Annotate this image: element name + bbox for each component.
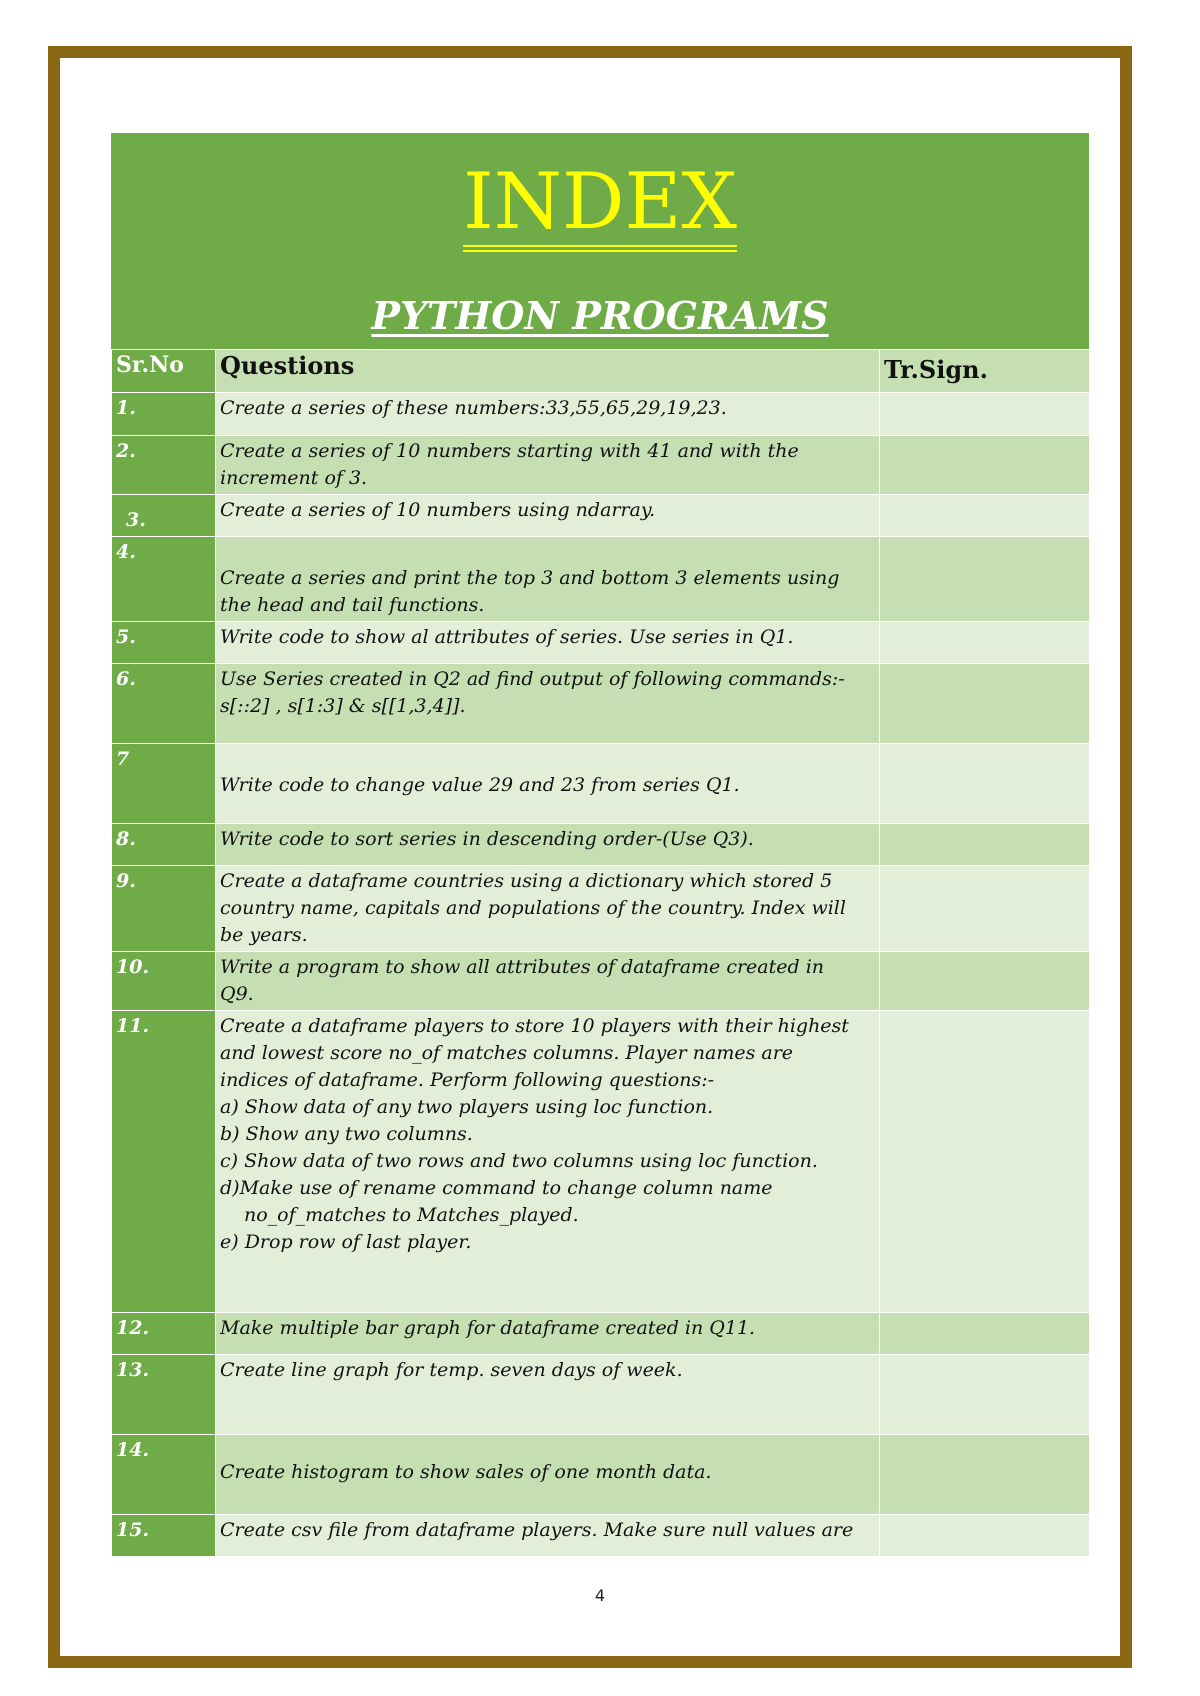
table-row <box>112 744 1090 824</box>
header-teacher-sign: Tr.Sign. <box>880 350 1090 393</box>
question-line: Q9. <box>220 983 254 1005</box>
row-teacher-sign[interactable] <box>880 1435 1090 1515</box>
row-sr-no: 8. <box>112 824 216 866</box>
row-teacher-sign[interactable] <box>880 1515 1090 1557</box>
table-row <box>112 664 1090 744</box>
row-sr-no: 11. <box>112 1011 216 1313</box>
question-line: Write code to show al attributes of series. Use series in Q1. <box>220 626 794 648</box>
question-line: d)Make use of rename command to change column name <box>220 1177 773 1199</box>
row-teacher-sign[interactable] <box>880 436 1090 495</box>
subtitle: PYTHON PROGRAMS <box>371 293 829 338</box>
page-number: 4 <box>594 1586 606 1605</box>
row-question <box>216 495 880 537</box>
row-teacher-sign[interactable] <box>880 537 1090 622</box>
question-line: Write code to change value 29 and 23 from series Q1. <box>220 774 740 796</box>
table-row <box>112 622 1090 664</box>
question-line: Create a series of 10 numbers starting with 41 and with the <box>220 440 799 462</box>
question-line: Create histogram to show sales of one month data. <box>220 1461 712 1483</box>
row-question <box>216 436 880 495</box>
row-teacher-sign[interactable] <box>880 1011 1090 1313</box>
row-question <box>216 1313 880 1355</box>
question-line: the head and tail functions. <box>220 594 485 616</box>
question-line: c) Show data of two rows and two columns using loc function. <box>220 1150 818 1172</box>
question-line: Create csv file from dataframe players. Make sure null values are <box>220 1519 854 1541</box>
row-sr-no: 9. <box>112 866 216 952</box>
question-line: Create a dataframe players to store 10 players with their highest <box>220 1015 849 1037</box>
index-title: INDEX <box>111 163 1089 252</box>
row-sr-no: 5. <box>112 622 216 664</box>
row-teacher-sign[interactable] <box>880 824 1090 866</box>
question-line: be years. <box>220 924 308 946</box>
row-sr-no: 4. <box>112 537 216 622</box>
row-teacher-sign[interactable] <box>880 952 1090 1011</box>
question-line: Create a series of these numbers:33,55,65,29,19,23. <box>220 397 727 419</box>
index-table <box>111 349 1090 1557</box>
question-line: Create a series of 10 numbers using ndarray. <box>220 499 656 521</box>
table-header-row <box>112 350 1090 393</box>
row-teacher-sign[interactable] <box>880 664 1090 744</box>
row-question <box>216 744 880 824</box>
question-line: e) Drop row of last player. <box>220 1231 472 1253</box>
row-question <box>216 537 880 622</box>
table-row <box>112 1435 1090 1515</box>
question-line: indices of dataframe. Perform following questions:- <box>220 1069 715 1091</box>
row-question <box>216 952 880 1011</box>
row-sr-no: 1. <box>112 393 216 436</box>
question-line: Create line graph for temp. seven days of week. <box>220 1359 683 1381</box>
row-teacher-sign[interactable] <box>880 1355 1090 1435</box>
question-line: Use Series created in Q2 ad find output of following commands:- <box>220 668 845 690</box>
row-question <box>216 1515 880 1557</box>
row-sr-no: 2. <box>112 436 216 495</box>
table-row <box>112 436 1090 495</box>
header-sr-no: Sr.No <box>112 350 216 393</box>
table-row <box>112 1355 1090 1435</box>
question-line: b) Show any two columns. <box>220 1123 473 1145</box>
question-line: and lowest score no_of matches columns. Player names are <box>220 1042 794 1064</box>
row-teacher-sign[interactable] <box>880 866 1090 952</box>
question-line: Create a dataframe countries using a dictionary which stored 5 <box>220 870 833 892</box>
row-question <box>216 1011 880 1313</box>
index-page <box>111 133 1089 1557</box>
table-row <box>112 495 1090 537</box>
row-question <box>216 1355 880 1435</box>
row-sr-no: 15. <box>112 1515 216 1557</box>
row-teacher-sign[interactable] <box>880 744 1090 824</box>
header-questions: Questions <box>216 350 880 393</box>
row-question <box>216 393 880 436</box>
table-row <box>112 393 1090 436</box>
row-sr-no: 6. <box>112 664 216 744</box>
row-teacher-sign[interactable] <box>880 393 1090 436</box>
question-line: no_of_matches to Matches_played. <box>244 1204 579 1226</box>
question-line: Make multiple bar graph for dataframe created in Q11. <box>220 1317 756 1339</box>
row-question <box>216 824 880 866</box>
question-line: country name, capitals and populations of the country. Index will <box>220 897 846 919</box>
row-sr-no: 7 <box>112 744 216 824</box>
row-sr-no: 12. <box>112 1313 216 1355</box>
row-sr-no: 13. <box>112 1355 216 1435</box>
table-row <box>112 1515 1090 1557</box>
row-sr-no: 10. <box>112 952 216 1011</box>
question-line: increment of 3. <box>220 467 368 489</box>
table-row <box>112 866 1090 952</box>
table-row <box>112 1313 1090 1355</box>
table-row <box>112 1011 1090 1313</box>
row-question <box>216 664 880 744</box>
row-teacher-sign[interactable] <box>880 622 1090 664</box>
row-question <box>216 1435 880 1515</box>
table-row <box>112 537 1090 622</box>
question-line: a) Show data of any two players using loc function. <box>220 1096 714 1118</box>
question-line: Write a program to show all attributes of dataframe created in <box>220 956 825 978</box>
title-banner <box>111 133 1089 349</box>
question-line: Create a series and print the top 3 and bottom 3 elements using <box>220 567 840 589</box>
row-sr-no: 3. <box>112 495 216 537</box>
row-sr-no: 14. <box>112 1435 216 1515</box>
row-teacher-sign[interactable] <box>880 495 1090 537</box>
row-teacher-sign[interactable] <box>880 1313 1090 1355</box>
row-question <box>216 622 880 664</box>
table-row <box>112 952 1090 1011</box>
question-line: s[::2] , s[1:3] & s[[1,3,4]]. <box>220 695 466 717</box>
question-line: Write code to sort series in descending order-(Use Q3). <box>220 828 754 850</box>
table-row <box>112 824 1090 866</box>
row-question <box>216 866 880 952</box>
